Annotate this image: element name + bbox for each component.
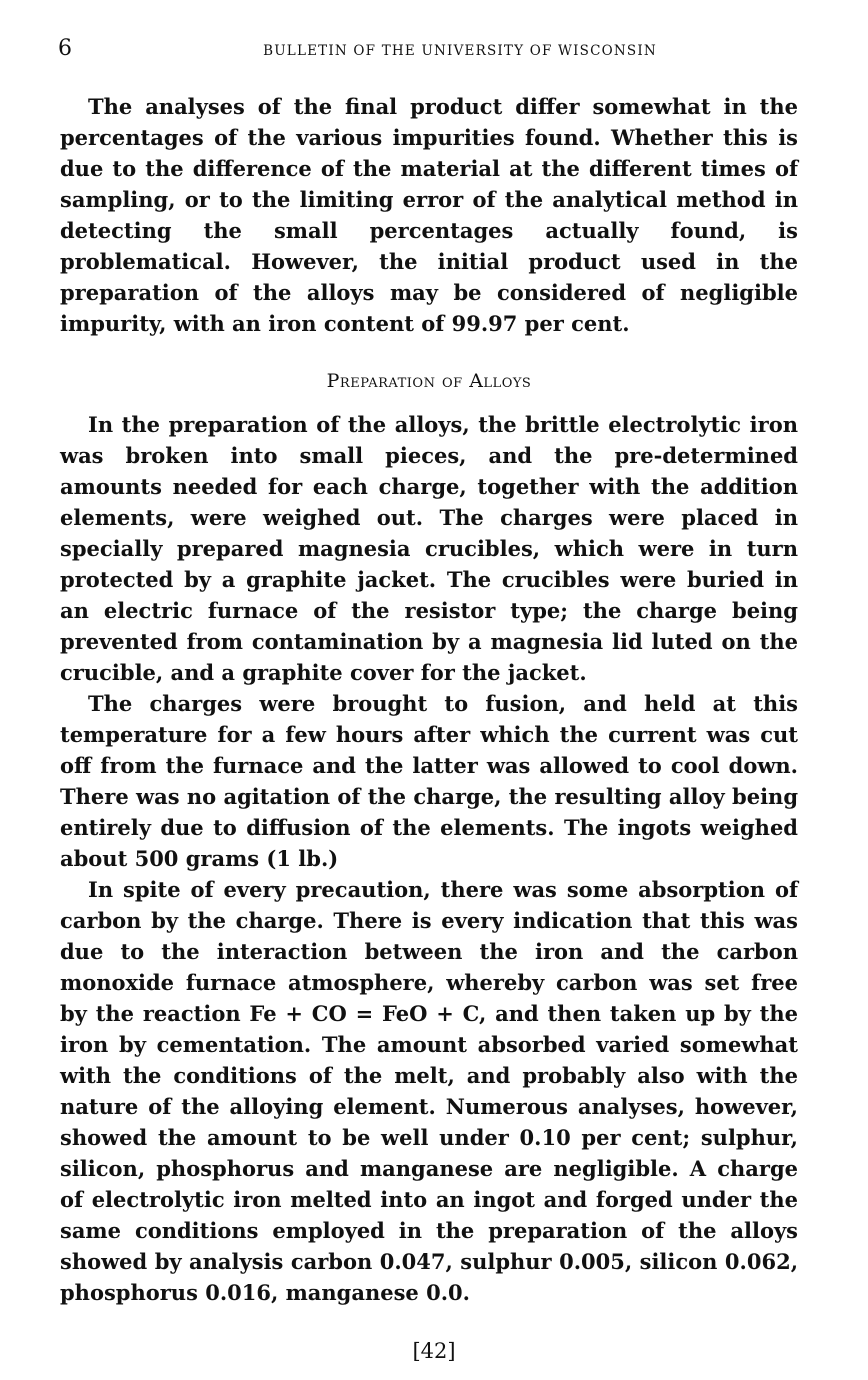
page-header <box>58 36 790 68</box>
paragraph-preparation: In the preparation of the alloys, the brittle electrolytic iron was broken into small pieces, and the pre-determined amounts needed for each charge, together with the addition elements, were weighed out. The charges were placed in specially prepared magnesia crucibles, which were in turn protected by a graphite jacket. The crucibles were buried in an electric furnace of the resistor type; the charge being prevented from contamination by a magnesia lid luted on the crucible, and a graphite cover for the jacket. <box>60 412 798 685</box>
intro-paragraph: The analyses of the final product differ somewhat in the percentages of the various impurities found. Whether this is due to the difference of the material at the different times of sampling, or to the limiting error of the analytical method in detecting the small percentages actually found, is problematical. However, the initial product used in the preparation of the alloys may be considered of negligible impurity, with an iron content of 99.97 per cent. <box>60 94 798 336</box>
running-head: BULLETIN OF THE UNIVERSITY OF WISCONSIN <box>263 43 657 59</box>
section-heading: Preparation of Alloys <box>326 370 532 392</box>
body-text <box>60 91 798 1308</box>
page-number: 6 <box>58 36 72 61</box>
paragraph-fusion: The charges were brought to fusion, and held at this temperature for a few hours after which the current was cut off from the furnace and the latter was allowed to cool down. There was no agitation of the charge, the resulting alloy being entirely due to diffusion of the elements. The ingots weighed about 500 grams (1 lb.) <box>60 691 798 871</box>
paragraph-carbon-absorption: In spite of every precaution, there was some absorption of carbon by the charge. There is every indication that this was due to the interaction between the iron and the carbon monoxide furnace atmosphere, whereby carbon was set free by the reaction Fe + CO = FeO + C, and then taken up by the iron by cementation. The amount absorbed varied somewhat with the conditions of the melt, and probably also with the nature of the alloying element. Numerous analyses, however, showed the amount to be well under 0.10 per cent; sulphur, silicon, phosphorus and manganese are negligible. A charge of electrolytic iron melted into an ingot and forged under the same conditions employed in the preparation of the alloys showed by analysis carbon 0.047, sulphur 0.005, silicon 0.062, phosphorus 0.016, manganese 0.0. <box>60 877 798 1305</box>
page-reference: [42] <box>412 1339 456 1363</box>
